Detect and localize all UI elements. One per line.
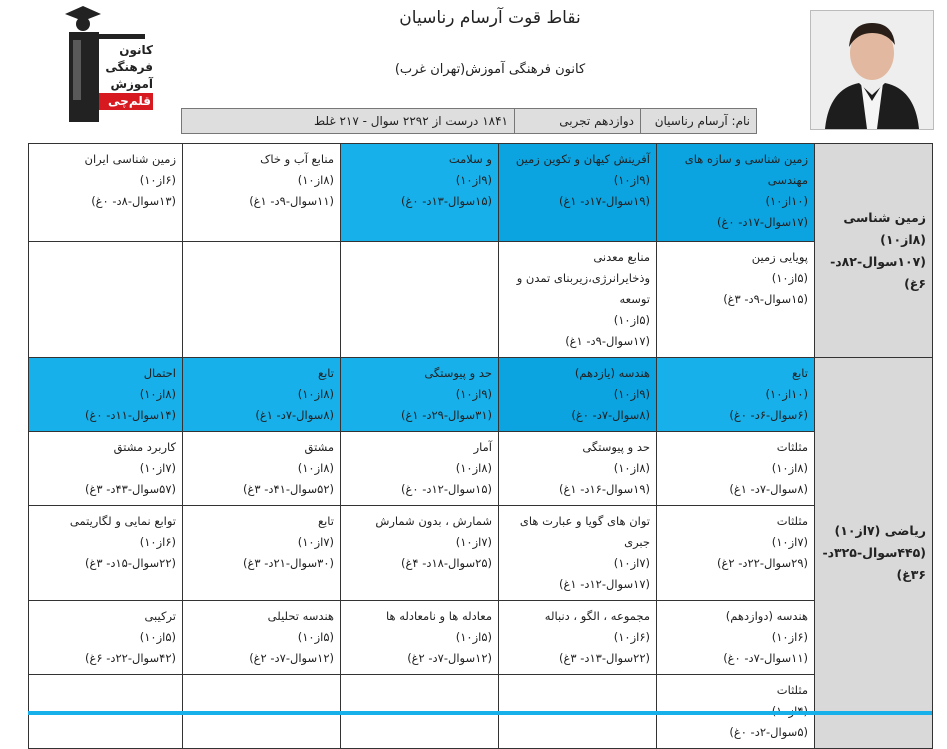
topic-cell xyxy=(183,144,341,242)
topic-detail: (۲۵سوال-۱۸د- ۴غ) xyxy=(401,556,492,570)
subject-label: ریاضی (۷از۱۰) (۴۴۵سوال-۳۲۵د- ۳۶غ) xyxy=(822,523,926,582)
topic-detail: (۱۷سوال-۱۷د- ۰غ) xyxy=(717,215,808,229)
topic-score: (۱۰از۱۰) xyxy=(765,194,808,208)
topic-title: توابع نمایی و لگاریتمی xyxy=(69,514,176,528)
subject-label: زمین شناسی (۸از۱۰) (۱۰۷سوال-۸۲د- ۶غ) xyxy=(830,209,926,291)
topic-detail: (۱۴سوال-۱۱د- ۰غ) xyxy=(85,408,176,422)
table-row xyxy=(29,144,933,242)
topic-detail: (۲۲سوال-۱۳د- ۳غ) xyxy=(559,651,650,665)
topic-detail: (۵۲سوال-۴۱د- ۳غ) xyxy=(243,482,334,496)
topic-detail: (۱۱سوال-۷د- ۰غ) xyxy=(723,651,808,665)
topic-title: حد و پیوستگی xyxy=(424,366,492,380)
topic-score: (۹از۱۰) xyxy=(613,173,650,187)
topic-title: ترکیبی xyxy=(144,609,176,623)
topic-title: تابع xyxy=(317,514,334,528)
topic-detail: (۱۱سوال-۹د- ۱غ) xyxy=(249,194,334,208)
topic-title: آمار xyxy=(473,440,492,454)
topic-title: کاربرد مشتق xyxy=(113,440,176,454)
topic-detail: (۴۲سوال-۲۲د- ۶غ) xyxy=(85,651,176,665)
topic-score: (۸از۱۰) xyxy=(297,173,334,187)
topic-cell xyxy=(183,358,341,432)
topic-cell xyxy=(29,506,183,601)
topic-detail: (۵سوال-۲د- ۰غ) xyxy=(729,725,808,739)
topic-detail: (۸سوال-۷د- ۰غ) xyxy=(571,408,650,422)
topic-detail: (۲۹سوال-۲۲د- ۲غ) xyxy=(717,556,808,570)
topic-detail: (۱۹سوال-۱۷د- ۱غ) xyxy=(559,194,650,208)
topic-title: زمین شناسی ایران xyxy=(84,152,176,166)
topic-cell xyxy=(657,242,815,358)
topic-detail: (۸سوال-۷د- ۱غ) xyxy=(255,408,334,422)
topic-detail: (۶سوال-۶د- ۰غ) xyxy=(729,408,808,422)
strengths-table xyxy=(28,143,933,749)
topic-title: مثلثات xyxy=(776,683,808,697)
topic-detail: (۱۹سوال-۱۶د- ۱غ) xyxy=(559,482,650,496)
topic-detail: (۱۲سوال-۷د- ۲غ) xyxy=(407,651,492,665)
topic-score: (۷از۱۰) xyxy=(139,461,176,475)
topic-cell xyxy=(29,242,183,358)
topic-score: (۷از۱۰) xyxy=(297,535,334,549)
student-grade: دوازدهم تجربی xyxy=(514,109,640,133)
logo-text-3: آموزش xyxy=(110,77,153,91)
topic-score: (۸از۱۰) xyxy=(771,461,808,475)
table-row xyxy=(29,506,933,601)
topic-cell xyxy=(499,601,657,675)
topic-cell xyxy=(657,432,815,506)
report-subtitle: کانون فرهنگی آموزش(تهران غرب) xyxy=(394,62,586,77)
topic-cell xyxy=(183,601,341,675)
logo-text-4: قلم‌چی xyxy=(99,93,153,110)
topic-cell xyxy=(341,506,499,601)
topic-title: احتمال xyxy=(143,366,176,380)
topic-cell xyxy=(341,432,499,506)
topic-detail: (۸سوال-۷د- ۱غ) xyxy=(729,482,808,496)
topic-score: (۹از۱۰) xyxy=(455,387,492,401)
topic-score: (۷از۱۰) xyxy=(771,535,808,549)
topic-detail: (۱۵سوال-۱۳د- ۰غ) xyxy=(401,194,492,208)
topic-score: (۶از۱۰) xyxy=(771,630,808,644)
student-portrait-icon xyxy=(811,11,933,129)
report-title: نقاط قوت آرسام رناسیان xyxy=(399,8,581,28)
topic-detail: (۲۲سوال-۱۵د- ۳غ) xyxy=(85,556,176,570)
topic-title: مجموعه ، الگو ، دنباله xyxy=(544,609,650,623)
topic-detail: (۳۱سوال-۲۹د- ۱غ) xyxy=(401,408,492,422)
topic-score: (۵از۱۰) xyxy=(139,630,176,644)
topic-score: (۵از۱۰) xyxy=(297,630,334,644)
topic-score: (۵از۱۰) xyxy=(613,313,650,327)
topic-score: (۸از۱۰) xyxy=(297,461,334,475)
topic-cell xyxy=(183,242,341,358)
topic-cell xyxy=(29,144,183,242)
topic-score: (۸از۱۰) xyxy=(139,387,176,401)
topic-title: پویایی زمین xyxy=(751,250,808,264)
topic-title: حد و پیوستگی xyxy=(582,440,650,454)
topic-detail: (۱۵سوال-۹د- ۳غ) xyxy=(723,292,808,306)
topic-cell xyxy=(183,506,341,601)
table-row xyxy=(29,358,933,432)
topic-cell xyxy=(657,506,815,601)
topic-score: (۷از۱۰) xyxy=(455,535,492,549)
topic-title: تابع xyxy=(791,366,808,380)
student-name: نام: آرسام رناسیان xyxy=(640,109,756,133)
topic-cell xyxy=(183,432,341,506)
topic-score: (۱۰از۱۰) xyxy=(765,387,808,401)
topic-cell xyxy=(499,144,657,242)
topic-cell xyxy=(499,242,657,358)
topic-cell xyxy=(499,358,657,432)
topic-score: (۶از۱۰) xyxy=(139,535,176,549)
topic-title: مثلثات xyxy=(776,440,808,454)
student-info-strip xyxy=(181,108,757,134)
subject-cell xyxy=(815,358,933,749)
topic-title: آفرینش کیهان و تکوین زمین xyxy=(515,152,650,166)
topic-title: هندسه تحلیلی xyxy=(267,609,334,623)
topic-cell xyxy=(657,601,815,675)
topic-detail: (۳۰سوال-۲۱د- ۳غ) xyxy=(243,556,334,570)
subject-cell xyxy=(815,144,933,358)
topic-title: منابع معدنی وذخایرانرژی،زیربنای تمدن و توسعه xyxy=(516,250,650,306)
topic-cell xyxy=(657,144,815,242)
topic-cell xyxy=(499,432,657,506)
topic-title: و سلامت xyxy=(448,152,492,166)
topic-score: (۹از۱۰) xyxy=(613,387,650,401)
topic-title: هندسه (دوازدهم) xyxy=(725,609,808,623)
topic-title: شمارش ، بدون شمارش xyxy=(375,514,492,528)
topic-score: (۶از۱۰) xyxy=(139,173,176,187)
topic-score: (۵از۱۰) xyxy=(771,271,808,285)
topic-cell xyxy=(657,358,815,432)
topic-cell xyxy=(29,358,183,432)
topic-detail: (۵۷سوال-۴۳د- ۳غ) xyxy=(85,482,176,496)
topic-cell xyxy=(341,242,499,358)
topic-cell xyxy=(341,144,499,242)
student-score-summary: ۱۸۴۱ درست از ۲۲۹۲ سوال - ۲۱۷ غلط xyxy=(313,114,508,128)
table-row xyxy=(29,601,933,675)
topic-detail: (۱۷سوال-۹د- ۱غ) xyxy=(565,334,650,348)
topic-cell xyxy=(29,432,183,506)
topic-detail: (۱۳سوال-۸د- ۰غ) xyxy=(91,194,176,208)
topic-detail: (۱۷سوال-۱۲د- ۱غ) xyxy=(559,577,650,591)
logo xyxy=(55,4,155,132)
topic-score: (۵از۱۰) xyxy=(455,630,492,644)
student-photo xyxy=(810,10,934,130)
topic-title: منابع آب و خاک xyxy=(260,152,334,166)
topic-title: توان های گویا و عبارت های جبری xyxy=(519,514,650,549)
topic-score: (۸از۱۰) xyxy=(613,461,650,475)
topic-title: معادله ها و نامعادله ها xyxy=(385,609,492,623)
topic-score: (۸از۱۰) xyxy=(297,387,334,401)
topic-detail: (۱۵سوال-۱۲د- ۰غ) xyxy=(401,482,492,496)
topic-cell xyxy=(499,506,657,601)
topic-title: تابع xyxy=(317,366,334,380)
table-row xyxy=(29,242,933,358)
topic-cell xyxy=(29,601,183,675)
topic-detail: (۱۲سوال-۷د- ۲غ) xyxy=(249,651,334,665)
topic-title: زمین شناسی و سازه های مهندسی xyxy=(684,152,808,187)
topic-score: (۹از۱۰) xyxy=(455,173,492,187)
logo-text-1: کانون xyxy=(119,43,153,57)
topic-title: مشتق xyxy=(304,440,334,454)
topic-score: (۶از۱۰) xyxy=(613,630,650,644)
topic-cell xyxy=(341,601,499,675)
topic-score: (۷از۱۰) xyxy=(613,556,650,570)
topic-title: مثلثات xyxy=(776,514,808,528)
logo-text-2: فرهنگی xyxy=(105,60,153,74)
bottom-accent-bar xyxy=(28,711,932,715)
topic-cell xyxy=(341,358,499,432)
table-row xyxy=(29,432,933,506)
topic-score: (۸از۱۰) xyxy=(455,461,492,475)
topic-title: هندسه (یازدهم) xyxy=(574,366,650,380)
